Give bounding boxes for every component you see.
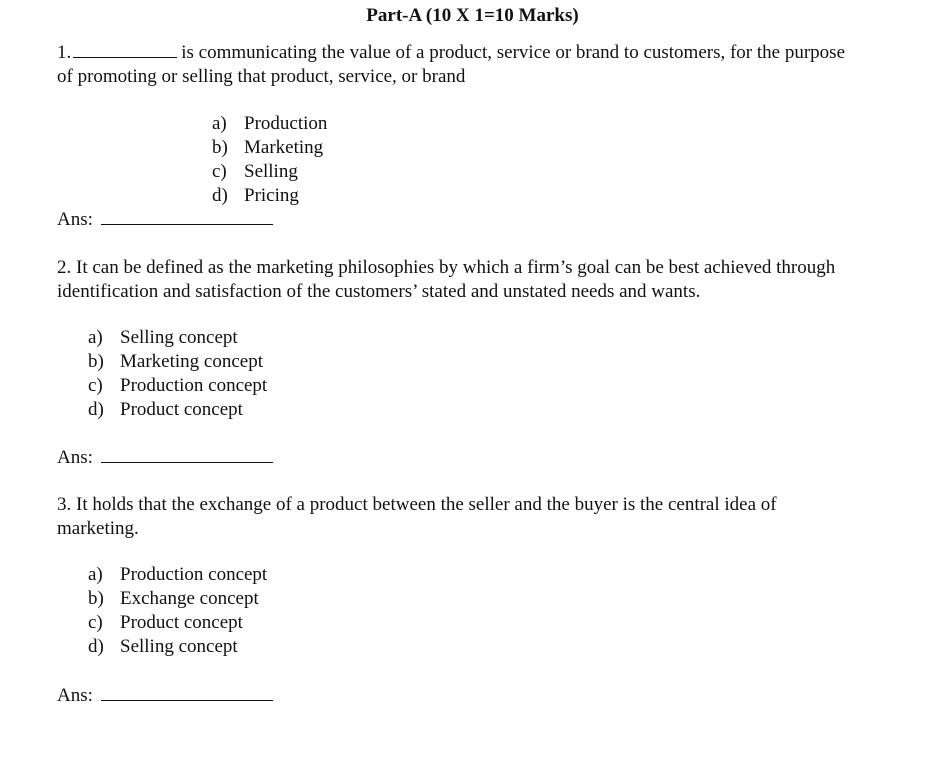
answer-blank [101,210,273,225]
option-item [88,350,267,374]
option-text: Pricing [244,185,299,206]
option-text: Selling [244,161,298,182]
question-2 [57,256,847,304]
option-letter: b) [212,137,228,158]
option-text: Production concept [120,564,268,585]
question-number: 3. [57,494,72,515]
option-item [212,184,327,208]
answer-label: Ans: [57,447,93,468]
option-text: Selling concept [120,636,238,657]
option-item [88,398,267,422]
option-item [88,587,267,611]
answer-blank [101,686,273,701]
option-item [88,374,267,398]
option-item [212,160,327,184]
option-text: Product concept [120,399,243,420]
answer-row-1 [57,208,273,232]
option-letter: b) [88,588,104,609]
option-letter: a) [88,564,103,585]
option-text: Product concept [120,612,243,633]
answer-label: Ans: [57,209,93,230]
option-text: Production concept [120,375,268,396]
question-1 [57,41,847,89]
answer-label: Ans: [57,685,93,706]
question-number: 2. [57,257,72,278]
question-text: It can be defined as the marketing philosophies by which a firm’s goal can be best achieved through identification and satisfaction of the customers’ stated and unstated needs and wants. [57,257,836,302]
question-text: is communicating the value of a product, service or brand to customers, for the purpose of promoting or selling that product, service, or brand [57,42,845,87]
option-item [88,563,267,587]
option-item [88,635,267,659]
option-letter: a) [212,113,227,134]
answer-row-2 [57,446,273,470]
answer-row-3 [57,684,273,708]
option-letter: d) [212,185,228,206]
question-3 [57,493,847,541]
question-3-options [88,563,267,659]
option-letter: a) [88,327,103,348]
option-item [212,136,327,160]
question-text: It holds that the exchange of a product between the seller and the buyer is the central idea of marketing. [57,494,777,539]
option-letter: d) [88,399,104,420]
option-item [88,611,267,635]
option-text: Production [244,113,328,134]
option-text: Marketing [244,137,324,158]
fill-in-blank [73,43,177,58]
option-letter: c) [212,161,227,182]
question-number: 1. [57,42,72,63]
option-text: Marketing concept [120,351,263,372]
option-letter: c) [88,375,103,396]
option-letter: b) [88,351,104,372]
option-item [212,112,327,136]
option-letter: c) [88,612,103,633]
answer-blank [101,448,273,463]
page-title: Part-A (10 X 1=10 Marks) [366,5,579,26]
option-text: Selling concept [120,327,238,348]
option-text: Exchange concept [120,588,259,609]
option-letter: d) [88,636,104,657]
question-1-options [212,112,327,208]
question-2-options [88,326,267,422]
option-item [88,326,267,350]
